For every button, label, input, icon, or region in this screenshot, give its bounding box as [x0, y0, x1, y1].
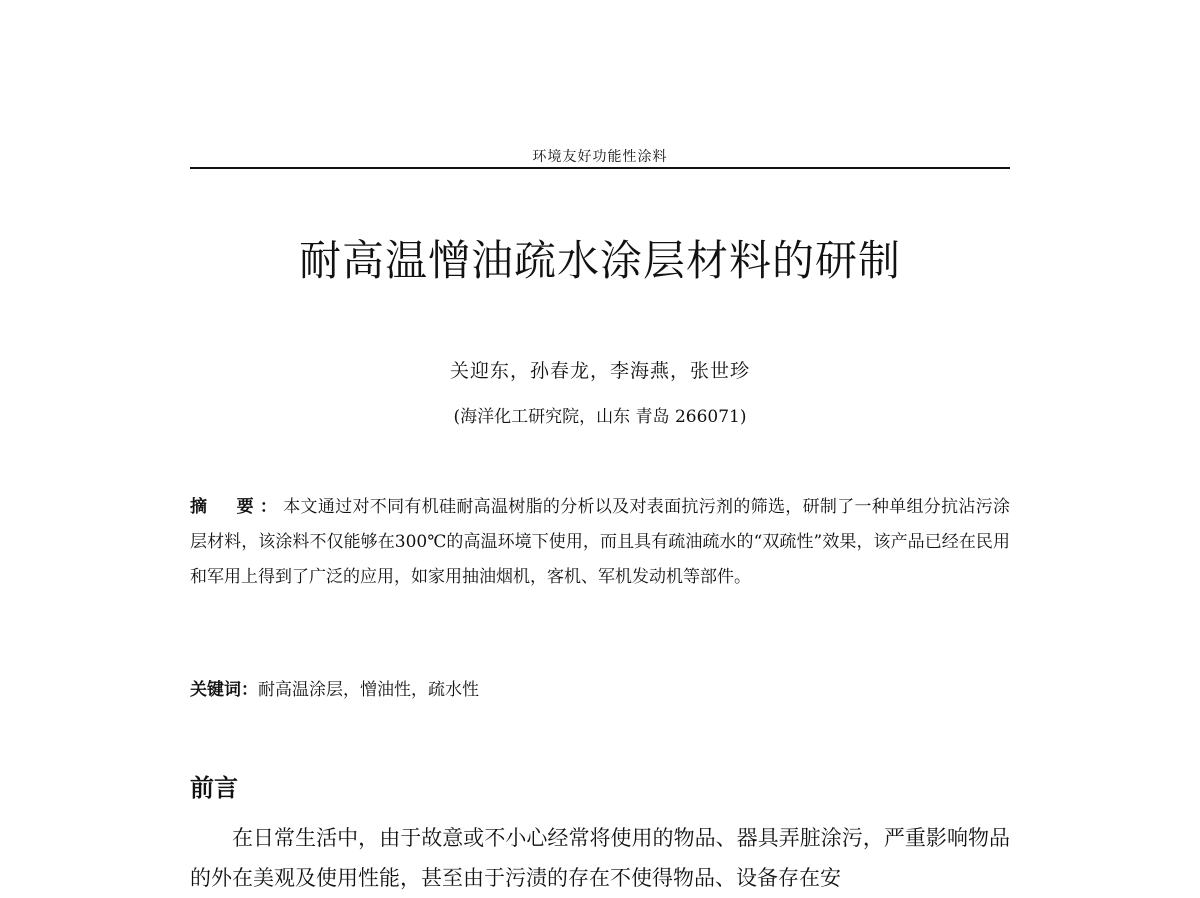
header-rule — [190, 167, 1010, 169]
paper-title: 耐高温憎油疏水涂层材料的研制 — [298, 236, 901, 285]
keywords — [190, 675, 1010, 705]
section-heading: 前言 — [190, 774, 238, 802]
abstract — [190, 490, 1010, 595]
authors: 关迎东，孙春龙，李海燕，张世珍 — [449, 360, 750, 382]
keywords-text: 耐高温涂层，憎油性，疏水性 — [258, 680, 479, 700]
abstract-label: 摘 要： — [190, 497, 284, 517]
abstract-text: 本文通过对不同有机硅耐高温树脂的分析以及对表面抗污剂的筛选，研制了一种单组分抗沾污涂层材料，该涂料不仅能够在300℃的高温环境下使用，而且具有疏油疏水的“双疏性”效果，该产品已经在民用和军用上得到了广泛的应用，如家用抽油烟机，客机、军机发动机等部件。 — [190, 497, 1011, 587]
keywords-label: 关键词： — [190, 680, 258, 700]
intro-paragraph: 在日常生活中，由于故意或不小心经常将使用的物品、器具弄脏涂污，严重影响物品的外在美观及使用性能，甚至由于污渍的存在不使得物品、设备存在安 — [190, 826, 1010, 890]
running-header: 环境友好功能性涂料 — [532, 149, 668, 165]
affiliation: (海洋化工研究院，山东 青岛 266071) — [453, 407, 747, 427]
